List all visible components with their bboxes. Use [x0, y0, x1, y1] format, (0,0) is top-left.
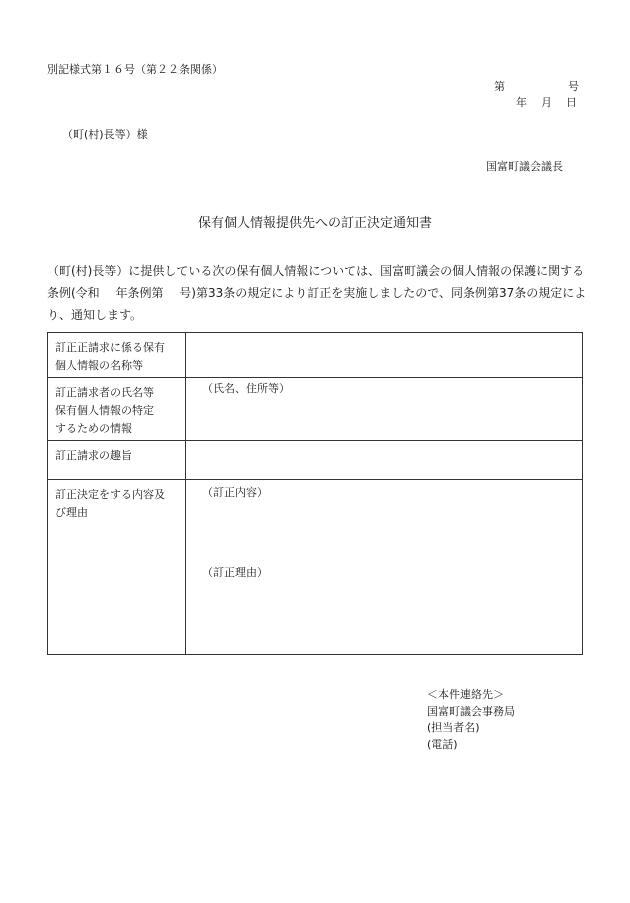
correction-content-label: （訂正内容）: [202, 486, 268, 499]
date-line: [516, 96, 577, 110]
correction-reason-label: （訂正理由）: [202, 566, 268, 579]
info-table: [47, 332, 583, 655]
value-requester: [186, 378, 583, 441]
document-title: 保有個人情報提供先への訂正決定通知書: [197, 216, 432, 231]
body-text: [47, 260, 587, 326]
value-target-info: [186, 333, 583, 378]
document-number-label: 第: [494, 80, 505, 93]
recipient: （町(村)長等）様: [62, 128, 148, 141]
table-row-decision: [48, 480, 583, 655]
table-row-requester: [48, 378, 583, 441]
label-decision: 訂正決定をする内容及 び理由: [48, 480, 186, 655]
contact-block: [427, 687, 515, 753]
label-requester: 訂正請求者の氏名等 保有個人情報の特定 するための情報: [48, 378, 186, 441]
table-row-request-purpose: [48, 441, 583, 480]
value-request-purpose: [186, 441, 583, 480]
date-month: 月: [541, 96, 552, 109]
contact-office: 国富町議会事務局: [427, 704, 515, 718]
contact-heading: ＜本件連絡先＞: [427, 688, 504, 701]
label-target-info: 訂正正請求に係る保有 個人情報の名称等: [48, 333, 186, 378]
sender: 国富町議会議長: [486, 160, 563, 173]
body-line-2: 条例(令和 年条例第 号)第33条の規定により訂正を実施しましたので、同条例第37条の規定によ: [47, 286, 587, 300]
date-year: 年: [516, 96, 527, 109]
contact-person: (担当者名): [427, 721, 480, 734]
table-row-target-info: [48, 333, 583, 378]
document-number-suffix: 号: [568, 80, 579, 93]
form-identifier: 別記様式第１６号（第２２条関係）: [47, 63, 223, 76]
contact-phone: (電話): [427, 737, 458, 751]
body-line-1: （町(村)長等）に提供している次の保有個人情報については、国富町議会の個人情報の保護に関する: [47, 264, 585, 278]
label-request-purpose: 訂正請求の趣旨: [48, 441, 186, 480]
requester-hint: （氏名、住所等）: [202, 382, 290, 395]
body-line-3: り、通知します。: [47, 308, 143, 322]
value-decision: [186, 480, 583, 655]
date-day: 日: [566, 96, 577, 109]
